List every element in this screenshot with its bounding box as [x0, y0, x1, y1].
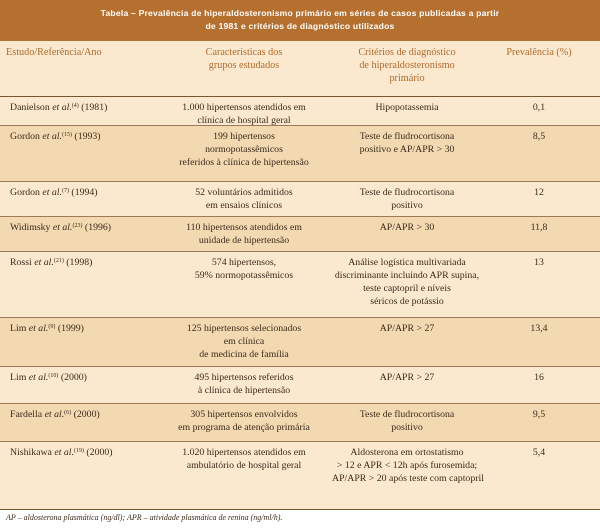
groups-cell [156, 186, 332, 212]
criteria-line: AP/APR > 20 após teste com captopril [332, 473, 484, 484]
study-year: (1993) [71, 131, 101, 142]
groups-line: em clínica [223, 336, 265, 347]
criteria-line: Aldosterona em ortostatismo [350, 447, 464, 458]
groups-line: referidos à clínica de hipertensão [179, 157, 309, 168]
groups-line: de medicina de família [199, 349, 289, 360]
prevalence-cell: 0,1 [532, 102, 546, 113]
prevalence-cell: 11,8 [530, 222, 548, 233]
study-author: Gordon [10, 187, 43, 198]
groups-line: 110 hipertensos atendidos em [186, 222, 302, 233]
table-row [0, 318, 600, 367]
header-study: Estudo/Referência/Ano [6, 47, 102, 58]
study-reference: (6) [64, 410, 72, 416]
header-groups-line: grupos estudados [208, 60, 280, 71]
groups-line: 574 hipertensos, [211, 257, 277, 268]
criteria-line: AP/APR > 27 [379, 372, 435, 383]
study-year: (1994) [68, 187, 98, 198]
study-cell [6, 371, 165, 384]
study-author: Widimsky [10, 222, 53, 233]
groups-cell [156, 408, 332, 434]
study-cell [6, 408, 165, 421]
criteria-line: séricos de potássio [370, 296, 444, 307]
study-cell [6, 446, 165, 459]
study-year: (1998) [63, 257, 93, 268]
groups-line: à clínica de hipertensão [197, 385, 291, 396]
criteria-line: Teste de fludrocortisona [359, 409, 455, 420]
study-author: Fardella [10, 409, 45, 420]
table-row [0, 126, 600, 182]
groups-line: em programa de atenção primária [178, 422, 310, 433]
study-cell [6, 186, 165, 199]
study-etal: et al. [42, 187, 62, 198]
study-etal: et al. [54, 447, 74, 458]
criteria-cell [332, 130, 482, 156]
study-year: (2000) [58, 372, 87, 383]
criteria-line: > 12 e APR < 12h após furosemida; [336, 460, 478, 471]
header-criteria-line: de hiperaldosteronismo [359, 60, 455, 71]
prevalence-cell: 5,4 [532, 447, 546, 458]
header-criteria-line: Critérios de diagnóstico [358, 47, 456, 58]
criteria-line: positivo e AP/APR > 30 [359, 144, 455, 155]
study-reference: (15) [61, 132, 72, 138]
header-groups [156, 46, 332, 72]
groups-cell [156, 221, 332, 247]
table-row [0, 217, 600, 252]
study-author: Danielson [10, 102, 53, 113]
study-etal: et al. [28, 323, 49, 334]
criteria-line: teste captopril e níveis [363, 283, 451, 294]
prevalence-cell: 16 [534, 372, 544, 383]
criteria-cell [332, 256, 482, 308]
study-year: (1999) [55, 323, 84, 334]
groups-line: ambulatório de hospital geral [186, 460, 302, 471]
groups-line: em ensaios clínicos [205, 200, 283, 211]
prevalence-cell: 12 [534, 187, 544, 198]
prevalence-cell: 8,5 [532, 131, 546, 142]
groups-line: 59% normopotassêmicos [194, 270, 294, 281]
study-reference: (23) [72, 223, 83, 229]
study-year: (2000) [71, 409, 100, 420]
criteria-cell [332, 221, 482, 234]
study-etal: et al. [42, 131, 62, 142]
criteria-line: positivo [391, 200, 423, 211]
criteria-line: Teste de fludrocortisona [359, 131, 455, 142]
groups-cell [156, 446, 332, 472]
groups-line: 125 hipertensos selecionados [186, 323, 302, 334]
study-year: (1981) [78, 102, 108, 113]
table-row [0, 367, 600, 404]
criteria-cell [332, 408, 482, 434]
table-header-row [0, 41, 600, 97]
table-title-line1: Tabela – Prevalência de hiperaldosteronismo primário em séries de casos publicadas a partir [100, 8, 500, 18]
study-author: Gordon [10, 131, 43, 142]
criteria-line: positivo [391, 422, 423, 433]
criteria-cell [332, 371, 482, 384]
criteria-cell [332, 446, 482, 485]
groups-cell [156, 256, 332, 282]
groups-cell [156, 322, 332, 361]
groups-cell [156, 101, 332, 127]
criteria-line: Hipopotassemia [375, 102, 439, 113]
header-prevalence: Prevalência (%) [506, 47, 572, 58]
criteria-cell [332, 322, 482, 335]
study-etal: et al. [44, 409, 65, 420]
header-criteria-line: primário [389, 73, 425, 84]
criteria-line: Teste de fludrocortisona [359, 187, 455, 198]
study-cell [6, 256, 165, 269]
groups-cell [156, 130, 332, 169]
study-reference: (9) [48, 324, 56, 330]
study-cell [6, 101, 165, 114]
groups-line: clínica de hospital geral [197, 115, 291, 126]
table-row [0, 404, 600, 442]
study-year: (1996) [82, 222, 112, 233]
criteria-line: discriminante incluindo APR supina, [334, 270, 480, 281]
prevalence-cell: 13,4 [530, 323, 548, 334]
groups-line: 1.000 hipertensos atendidos em [182, 102, 306, 113]
groups-line: 199 hipertensos [213, 131, 275, 142]
groups-line: unidade de hipertensão [198, 235, 290, 246]
study-year: (2000) [83, 447, 113, 458]
study-author: Lim [10, 372, 29, 383]
study-etal: et al. [52, 222, 73, 233]
study-author: Rossi [10, 257, 35, 268]
groups-line: 1.020 hipertensos atendidos em [182, 447, 306, 458]
table-row [0, 252, 600, 318]
criteria-line: AP/APR > 27 [379, 323, 435, 334]
study-author: Nishikawa [10, 447, 55, 458]
study-author: Lim [10, 323, 29, 334]
study-reference: (19) [73, 448, 84, 454]
study-reference: (4) [71, 103, 79, 109]
groups-line: 52 voluntários admitidos [195, 187, 293, 198]
groups-cell [156, 371, 332, 397]
study-cell [6, 130, 165, 143]
prevalence-cell: 9,5 [532, 409, 546, 420]
study-etal: et al. [52, 102, 72, 113]
table-title-line2: de 1981 e critérios de diagnóstico utilizados [205, 21, 395, 31]
table-row [0, 182, 600, 217]
table-title [0, 0, 600, 41]
study-reference: (7) [61, 188, 69, 194]
groups-line: 495 hipertensos referidos [194, 372, 294, 383]
study-reference: (21) [53, 258, 64, 264]
criteria-cell [332, 186, 482, 212]
study-reference: (10) [48, 373, 59, 379]
groups-line: normopotassêmicos [205, 144, 283, 155]
header-groups-line: Características dos [205, 47, 283, 58]
criteria-line: Análise logística multivariada [348, 257, 466, 268]
study-cell [6, 221, 165, 234]
criteria-cell [332, 101, 482, 114]
groups-line: 305 hipertensos envolvidos [190, 409, 298, 420]
study-cell [6, 322, 165, 335]
criteria-line: AP/APR > 30 [379, 222, 435, 233]
table-footnote: AP – aldosterona plasmática (ng/dl); APR – atividade plasmática de renina (ng/ml/h). [6, 513, 283, 522]
header-criteria [332, 46, 482, 85]
prevalence-cell: 13 [534, 257, 544, 268]
study-etal: et al. [28, 372, 49, 383]
table-row [0, 97, 600, 126]
table-row [0, 442, 600, 510]
study-etal: et al. [34, 257, 54, 268]
